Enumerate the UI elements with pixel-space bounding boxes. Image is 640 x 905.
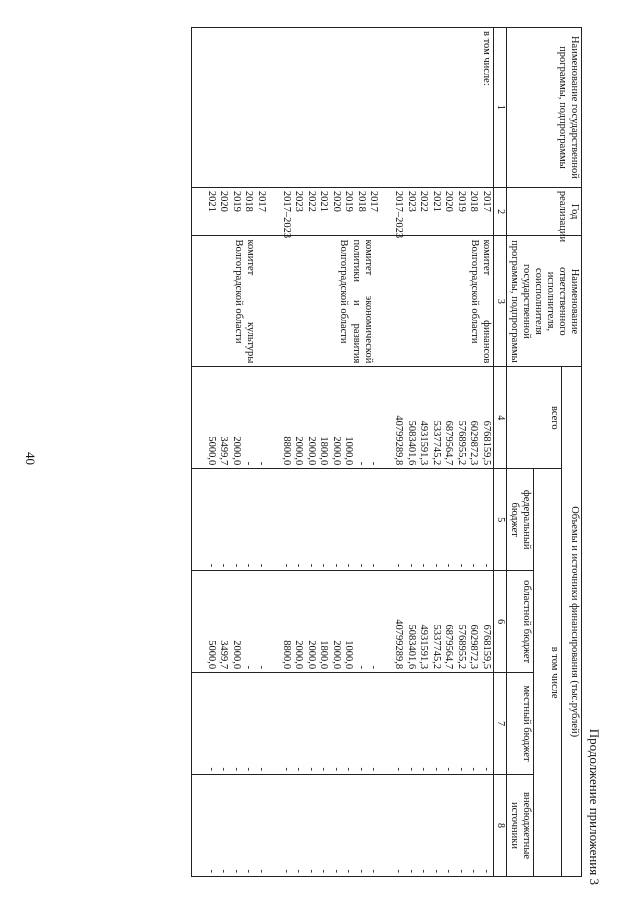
local-value-cell: - bbox=[243, 767, 255, 772]
total-value-cell: 2000,0 bbox=[305, 436, 317, 466]
group-spacer bbox=[379, 370, 392, 465]
column-number-row bbox=[493, 28, 506, 877]
header-regional: областной бюджет bbox=[506, 571, 533, 673]
extra-value-cell: - bbox=[330, 869, 342, 873]
year-cell: 2019 bbox=[343, 190, 355, 212]
group-spacer bbox=[379, 778, 392, 873]
year-cell: 2021 bbox=[318, 190, 330, 212]
extra-value-cell: - bbox=[480, 869, 492, 873]
total-value-cell: 3499,7 bbox=[218, 436, 230, 466]
regional-value-cell: - bbox=[255, 665, 267, 670]
group-spacer bbox=[379, 676, 392, 771]
local-value-cell: - bbox=[418, 767, 430, 772]
year-cell: 2023 bbox=[293, 190, 305, 212]
local-value-cell: - bbox=[430, 767, 442, 772]
header-executor: Наименование ответственного исполнителя, соисполнителя государственной программы, подпрограммы bbox=[506, 236, 581, 367]
header-program-name: Наименование государственной программы, подпрограммы bbox=[506, 28, 581, 188]
federal-value-cell: - bbox=[230, 563, 242, 568]
year-cell: 2022 bbox=[305, 190, 317, 212]
total-value-cell: - bbox=[355, 461, 367, 466]
regional-value-cell: 6768159,5 bbox=[480, 624, 492, 670]
regional-value-cell: 8800,0 bbox=[280, 640, 292, 670]
regional-column bbox=[192, 571, 494, 673]
year-cell: 2022 bbox=[418, 190, 430, 212]
total-value-cell: 2000,0 bbox=[230, 436, 242, 466]
regional-value-cell: - bbox=[243, 665, 255, 670]
year-cell: 2021 bbox=[430, 190, 442, 212]
executor-name: комитет финансов Волгоградской области bbox=[468, 239, 492, 364]
header-total: всего bbox=[506, 367, 561, 469]
column-number: 4 bbox=[493, 367, 506, 469]
total-value-cell: 5768955,2 bbox=[455, 420, 467, 466]
regional-value-cell: 1000,0 bbox=[343, 640, 355, 670]
federal-value-cell: - bbox=[218, 563, 230, 568]
federal-value-cell: - bbox=[205, 563, 217, 568]
federal-value-cell: - bbox=[468, 563, 480, 568]
federal-value-cell: - bbox=[393, 563, 405, 568]
federal-value-cell: - bbox=[255, 563, 267, 568]
year-cell: 2020 bbox=[218, 190, 230, 212]
regional-value-cell: - bbox=[368, 665, 380, 670]
local-value-cell: - bbox=[305, 767, 317, 772]
extra-value-cell: - bbox=[418, 869, 430, 873]
federal-value-cell: - bbox=[293, 563, 305, 568]
federal-value-cell: - bbox=[280, 563, 292, 568]
local-value-cell: - bbox=[368, 767, 380, 772]
year-cell: 2017 bbox=[255, 190, 267, 212]
header-year: Год реализации bbox=[506, 187, 581, 236]
federal-value-cell: - bbox=[305, 563, 317, 568]
column-number: 5 bbox=[493, 469, 506, 571]
local-value-cell: - bbox=[405, 767, 417, 772]
year-cell: 2017 bbox=[480, 190, 492, 212]
extra-value-cell: - bbox=[243, 869, 255, 873]
year-cell: 2023 bbox=[405, 190, 417, 212]
federal-value-cell: - bbox=[418, 563, 430, 568]
extra-value-cell: - bbox=[293, 869, 305, 873]
extra-value-cell: - bbox=[318, 869, 330, 873]
column-number: 3 bbox=[493, 236, 506, 367]
federal-value-cell: - bbox=[355, 563, 367, 568]
year-cell: 2019 bbox=[230, 190, 242, 212]
federal-value-cell: - bbox=[405, 563, 417, 568]
extra-value-cell: - bbox=[218, 869, 230, 873]
group-spacer bbox=[267, 676, 280, 771]
local-value-cell: - bbox=[468, 767, 480, 772]
column-number: 2 bbox=[493, 187, 506, 236]
local-value-cell: - bbox=[205, 767, 217, 772]
year-cell: 2021 bbox=[205, 190, 217, 212]
column-number: 8 bbox=[493, 775, 506, 877]
local-value-cell: - bbox=[393, 767, 405, 772]
regional-value-cell: 6029872,3 bbox=[468, 624, 480, 670]
including-label: в том числе: bbox=[480, 31, 492, 86]
year-cell: 2020 bbox=[330, 190, 342, 212]
executor-column bbox=[192, 236, 494, 367]
extra-value-cell: - bbox=[393, 869, 405, 873]
header-including: в том числе bbox=[533, 469, 561, 877]
local-value-cell: - bbox=[480, 767, 492, 772]
table-body-row bbox=[192, 28, 494, 877]
local-value-cell: - bbox=[255, 767, 267, 772]
group-spacer bbox=[379, 472, 392, 567]
group-spacer bbox=[379, 574, 392, 669]
rotated-page-content bbox=[72, 10, 612, 895]
group-spacer bbox=[379, 191, 392, 233]
year-cell: 2018 bbox=[243, 190, 255, 212]
regional-value-cell: 5337745,2 bbox=[430, 624, 442, 670]
year-cell: 2017–2023 bbox=[280, 190, 292, 239]
regional-value-cell: 40799289,8 bbox=[393, 619, 405, 670]
total-value-cell: 40799289,8 bbox=[393, 415, 405, 466]
total-value-cell: 8800,0 bbox=[280, 436, 292, 466]
regional-value-cell: 1800,0 bbox=[318, 640, 330, 670]
total-value-cell: 1000,0 bbox=[343, 436, 355, 466]
total-value-cell: - bbox=[243, 461, 255, 466]
federal-value-cell: - bbox=[368, 563, 380, 568]
funding-table bbox=[191, 27, 582, 877]
executor-name: комитет экономической политики и развития Волгоградской области bbox=[338, 239, 374, 364]
federal-value-cell: - bbox=[443, 563, 455, 568]
federal-value-cell: - bbox=[243, 563, 255, 568]
federal-value-cell: - bbox=[343, 563, 355, 568]
regional-value-cell: 3499,7 bbox=[218, 640, 230, 670]
year-cell: 2020 bbox=[443, 190, 455, 212]
local-value-cell: - bbox=[455, 767, 467, 772]
regional-value-cell: 5000,0 bbox=[205, 640, 217, 670]
total-value-cell: 2000,0 bbox=[293, 436, 305, 466]
total-value-cell: 5083401,6 bbox=[405, 420, 417, 466]
extra-value-cell: - bbox=[405, 869, 417, 873]
header-funding: Объемы и источники финансирования (тыс.рублей) bbox=[562, 367, 582, 877]
group-spacer bbox=[267, 574, 280, 669]
total-value-cell: 5337745,2 bbox=[430, 420, 442, 466]
federal-value-cell: - bbox=[480, 563, 492, 568]
total-column bbox=[192, 367, 494, 469]
extra-value-cell: - bbox=[443, 869, 455, 873]
regional-value-cell: 4931591,3 bbox=[418, 624, 430, 670]
extra-column bbox=[192, 775, 494, 877]
header-local: местный бюджет bbox=[506, 673, 533, 775]
total-value-cell: 6879564,7 bbox=[443, 420, 455, 466]
extra-value-cell: - bbox=[355, 869, 367, 873]
year-cell: 2017 bbox=[368, 190, 380, 212]
local-column bbox=[192, 673, 494, 775]
extra-value-cell: - bbox=[280, 869, 292, 873]
local-value-cell: - bbox=[443, 767, 455, 772]
years-column bbox=[192, 187, 494, 239]
local-value-cell: - bbox=[293, 767, 305, 772]
column-number: 6 bbox=[493, 571, 506, 673]
regional-value-cell: 5083401,6 bbox=[405, 624, 417, 670]
federal-column bbox=[192, 469, 494, 571]
extra-value-cell: - bbox=[455, 869, 467, 873]
appendix-label: Продолжение приложения 3 bbox=[587, 728, 602, 885]
total-value-cell: 5000,0 bbox=[205, 436, 217, 466]
total-value-cell: 4931591,3 bbox=[418, 420, 430, 466]
extra-value-cell: - bbox=[305, 869, 317, 873]
local-value-cell: - bbox=[218, 767, 230, 772]
extra-value-cell: - bbox=[230, 869, 242, 873]
total-value-cell: 1800,0 bbox=[318, 436, 330, 466]
extra-value-cell: - bbox=[368, 869, 380, 873]
regional-value-cell: 2000,0 bbox=[330, 640, 342, 670]
program-name-cell bbox=[192, 28, 494, 188]
federal-value-cell: - bbox=[318, 563, 330, 568]
page-number: 40 bbox=[23, 452, 38, 465]
regional-value-cell: 2000,0 bbox=[293, 640, 305, 670]
group-spacer bbox=[267, 472, 280, 567]
extra-value-cell: - bbox=[430, 869, 442, 873]
year-cell: 2018 bbox=[355, 190, 367, 212]
extra-value-cell: - bbox=[205, 869, 217, 873]
year-cell: 2019 bbox=[455, 190, 467, 212]
year-cell: 2017–2023 bbox=[393, 190, 405, 239]
header-federal: федеральный бюджет bbox=[506, 469, 533, 571]
local-value-cell: - bbox=[330, 767, 342, 772]
local-value-cell: - bbox=[280, 767, 292, 772]
executor-name: комитет культуры Волгоградской области bbox=[232, 239, 256, 364]
federal-value-cell: - bbox=[330, 563, 342, 568]
header-extra: внебюджетные источники bbox=[506, 775, 533, 877]
column-number: 1 bbox=[493, 28, 506, 188]
local-value-cell: - bbox=[355, 767, 367, 772]
regional-value-cell: 2000,0 bbox=[305, 640, 317, 670]
column-number: 7 bbox=[493, 673, 506, 775]
year-cell: 2018 bbox=[468, 190, 480, 212]
extra-value-cell: - bbox=[468, 869, 480, 873]
federal-value-cell: - bbox=[430, 563, 442, 568]
total-value-cell: 6768159,5 bbox=[480, 420, 492, 466]
local-value-cell: - bbox=[230, 767, 242, 772]
total-value-cell: 6029872,3 bbox=[468, 420, 480, 466]
regional-value-cell: 2000,0 bbox=[230, 640, 242, 670]
federal-value-cell: - bbox=[455, 563, 467, 568]
regional-value-cell: 6879564,7 bbox=[443, 624, 455, 670]
total-value-cell: 2000,0 bbox=[330, 436, 342, 466]
regional-value-cell: - bbox=[355, 665, 367, 670]
extra-value-cell: - bbox=[343, 869, 355, 873]
local-value-cell: - bbox=[343, 767, 355, 772]
group-spacer bbox=[267, 191, 280, 233]
group-spacer bbox=[267, 370, 280, 465]
group-spacer bbox=[267, 778, 280, 873]
total-value-cell: - bbox=[368, 461, 380, 466]
regional-value-cell: 5768955,2 bbox=[455, 624, 467, 670]
total-value-cell: - bbox=[255, 461, 267, 466]
local-value-cell: - bbox=[318, 767, 330, 772]
extra-value-cell: - bbox=[255, 869, 267, 873]
